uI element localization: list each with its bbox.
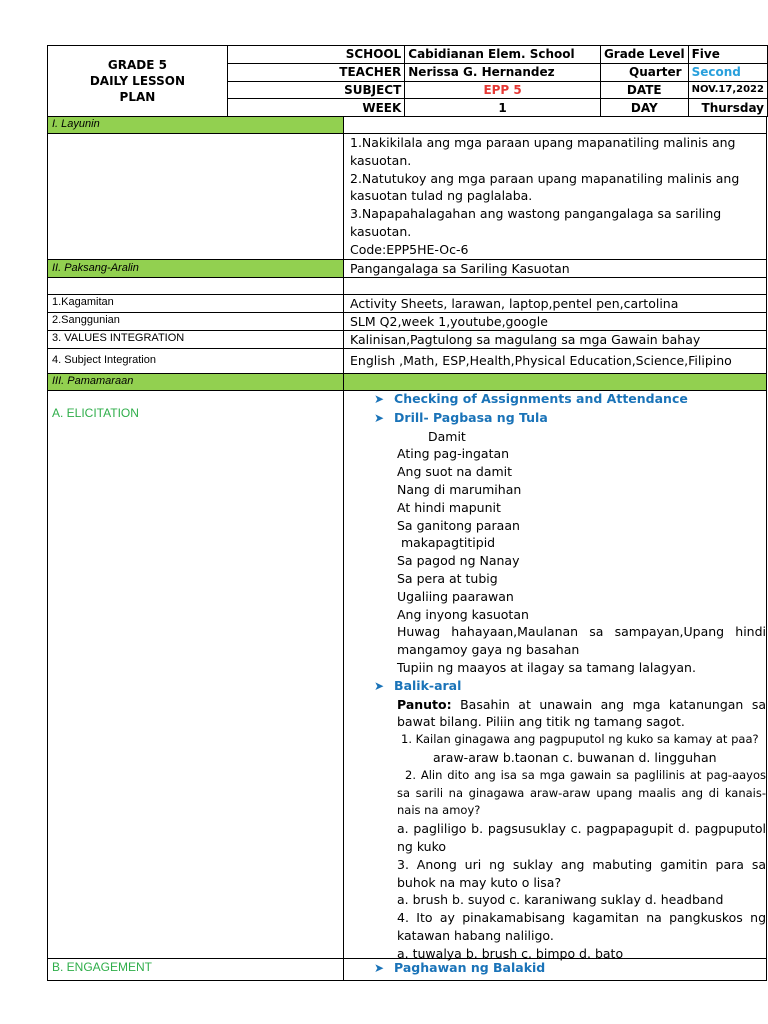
poem-block bbox=[374, 428, 766, 677]
grade-line-2: DAILY LESSON bbox=[89, 74, 186, 88]
day-label: DAY bbox=[600, 99, 688, 117]
grade-line-3: PLAN bbox=[119, 90, 156, 104]
teacher-label: TEACHER bbox=[227, 63, 404, 81]
objective-line: kasuotan. bbox=[350, 152, 412, 168]
week-value: 1 bbox=[405, 99, 601, 117]
panuto-text: Basahin at unawain ang mga katanungan sa bawat bilang. Piliin ang titik ng tamang sagot. bbox=[397, 696, 766, 730]
subject-label: SUBJECT bbox=[227, 81, 404, 99]
poem-line: Ang inyong kasuotan bbox=[397, 606, 529, 622]
teacher-value: Nerissa G. Hernandez bbox=[405, 63, 601, 81]
poem-line: Ugaliing paarawan bbox=[397, 588, 514, 604]
quiz-block bbox=[374, 696, 766, 963]
objective-line: 1.Nakikilala ang mga paraan upang mapanatiling malinis ang bbox=[350, 135, 736, 150]
procedure-block bbox=[374, 390, 766, 963]
pamamaraan-label: III. Pamamaraan bbox=[52, 375, 134, 387]
kagamitan-label: 1.Kagamitan bbox=[52, 296, 114, 308]
heading-paghawan: ➤ Paghawan ng Balakid bbox=[374, 960, 546, 975]
poem-line: Sa pagod ng Nanay bbox=[397, 553, 520, 569]
grade-level-label: Grade Level bbox=[600, 46, 688, 64]
subject-integration-value: English ,Math, ESP,Health,Physical Education,Science,Filipino bbox=[350, 353, 732, 368]
objective-line: kasuotan. bbox=[350, 223, 412, 239]
engagement-label: B. ENGAGEMENT bbox=[52, 960, 153, 974]
panuto bbox=[397, 696, 766, 732]
question-1: 1. Kailan ginagawa ang pagpuputol ng kuko sa kamay at paa? bbox=[401, 732, 759, 747]
arrow-icon: ➤ bbox=[374, 961, 385, 975]
paksang-value: Pangangalaga sa Sariling Kasuotan bbox=[350, 261, 570, 276]
poem-line: Ang suot na damit bbox=[397, 464, 513, 480]
values-value: Kalinisan,Pagtulong sa magulang sa mga Gawain bahay bbox=[350, 332, 701, 347]
poem-line: At hindi mapunit bbox=[397, 499, 501, 515]
date-value: NOV.17,2022 bbox=[688, 81, 767, 99]
sanggunian-value: SLM Q2,week 1,youtube,google bbox=[350, 314, 548, 329]
heading-assignments: ➤ Checking of Assignments and Attendance bbox=[374, 391, 688, 406]
elicitation-label: A. ELICITATION bbox=[52, 406, 139, 420]
poem-line: Sa ganitong paraan bbox=[397, 517, 520, 533]
arrow-icon: ➤ bbox=[374, 410, 385, 425]
question-2-choices: a. pagliligo b. pagsusuklay c. pagpapagupit d. pagpuputol ng kuko bbox=[397, 821, 766, 854]
poem-line: Ating pag-ingatan bbox=[397, 446, 510, 462]
subject-value: EPP 5 bbox=[405, 81, 601, 99]
paksang-label: II. Paksang-Aralin bbox=[52, 262, 139, 274]
day-value: Thursday bbox=[688, 99, 767, 117]
poem-line: Nang di marumihan bbox=[397, 481, 522, 497]
pamamaraan-bar-right bbox=[344, 374, 767, 390]
question-3: 3. Anong uri ng suklay ang mabuting gamitin para sa buhok na may kuto o lisa? bbox=[397, 856, 766, 890]
objective-line: kasuotan tulad ng paglalaba. bbox=[350, 188, 533, 204]
objectives-block bbox=[350, 134, 764, 259]
poem-line: makapagtitipid bbox=[397, 535, 496, 551]
grade-level-value: Five bbox=[688, 46, 767, 64]
arrow-icon: ➤ bbox=[374, 392, 385, 406]
poem-line-long: Huwag hahayaan,Maulanan sa sampayan,Upang hindi mangamoy gaya ng basahan bbox=[397, 624, 766, 658]
quarter-value: Second bbox=[688, 63, 767, 81]
grade-box bbox=[48, 46, 228, 117]
school-value: Cabidianan Elem. School bbox=[405, 46, 601, 64]
objective-line: 2.Natutukoy ang mga paraan upang mapanatiling malinis ang bbox=[350, 170, 740, 186]
date-label: DATE bbox=[600, 81, 688, 99]
quarter-label: Quarter bbox=[600, 63, 688, 81]
sanggunian-label: 2.Sanggunian bbox=[52, 314, 120, 326]
grade-line-1: GRADE 5 bbox=[107, 58, 167, 72]
arrow-icon: ➤ bbox=[374, 678, 385, 693]
objective-code: Code:EPP5HE-Oc-6 bbox=[350, 241, 469, 257]
question-1-choices: araw-araw b.taonan c. buwanan d. lingguhan bbox=[433, 749, 717, 765]
subject-integration-label: 4. Subject Integration bbox=[52, 354, 156, 366]
poem-title: Damit bbox=[428, 428, 466, 444]
heading-balik-aral: ➤ Balik-aral bbox=[374, 677, 462, 693]
values-label: 3. VALUES INTEGRATION bbox=[52, 332, 185, 344]
header-table bbox=[47, 45, 768, 117]
layunin-label: I. Layunin bbox=[52, 118, 100, 130]
question-3-choices: a. brush b. suyod c. karaniwang suklay d. headband bbox=[397, 892, 724, 908]
week-label: WEEK bbox=[227, 99, 404, 117]
poem-line: Sa pera at tubig bbox=[397, 570, 498, 586]
panuto-label: Panuto: bbox=[397, 696, 452, 712]
poem-line-last: Tupiin ng maayos at ilagay sa tamang lalagyan. bbox=[397, 659, 696, 675]
heading-drill: ➤ Drill- Pagbasa ng Tula bbox=[374, 409, 548, 425]
question-2: 2. Alin dito ang isa sa mga gawain sa paglilinis at pag-aayos sa sarili na ginagawa araw-araw upang maalis ang di kanais-nais na amoy? bbox=[397, 767, 766, 818]
kagamitan-value: Activity Sheets, larawan, laptop,pentel pen,cartolina bbox=[350, 296, 679, 311]
question-4-choices: a. tuwalya b. brush c. bimpo d. bato bbox=[397, 945, 624, 961]
objective-line: 3.Napapahalagahan ang wastong pangangalaga sa sariling bbox=[350, 206, 722, 222]
question-4: 4. Ito ay pinakamabisang kagamitan na pangkuskos ng katawan habang naliligo. bbox=[397, 910, 766, 943]
school-label: SCHOOL bbox=[227, 46, 404, 64]
